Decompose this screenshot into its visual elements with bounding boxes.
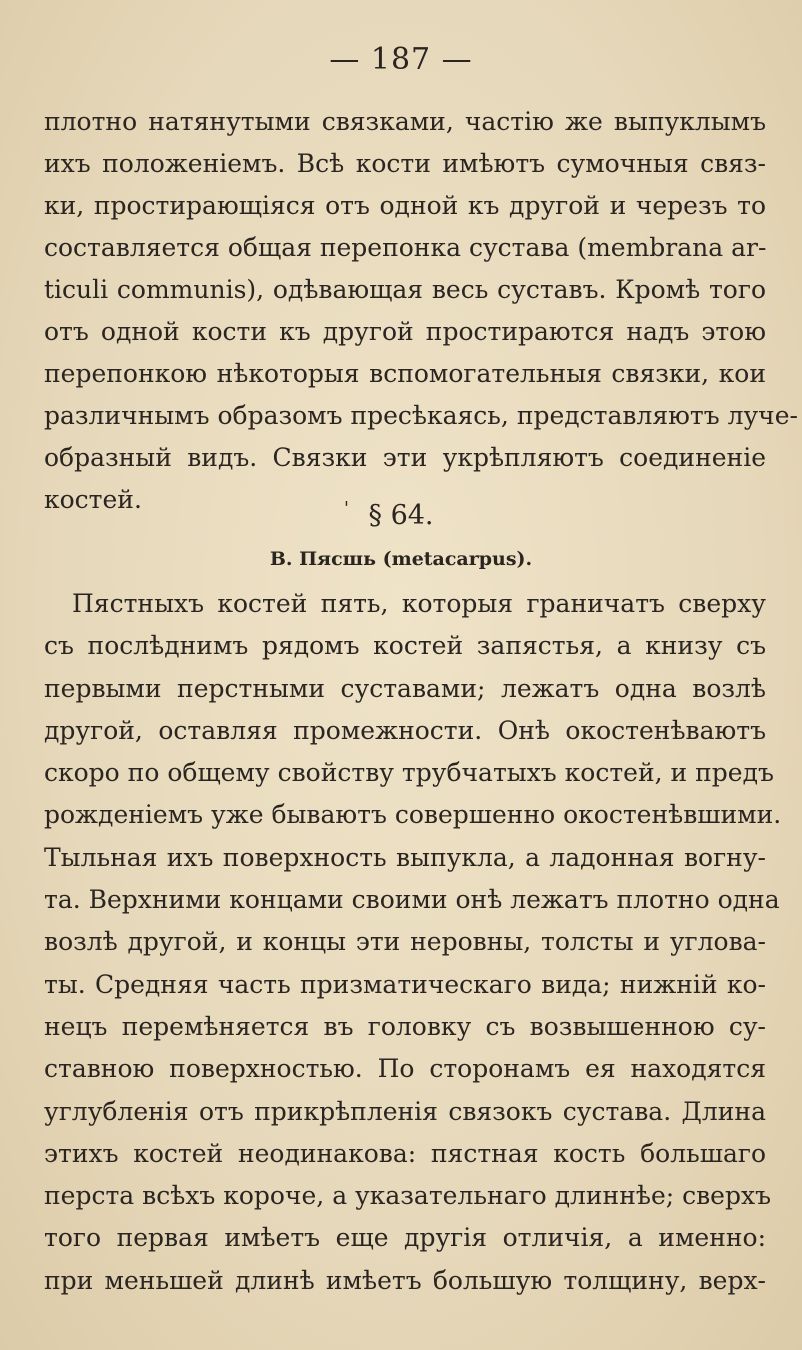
- text-line: перепонкою нѣкоторыя вспомогательныя связки, кои: [44, 359, 766, 388]
- text-line: костей.: [44, 485, 142, 514]
- text-line: этихъ костей неодинакова: пястная кость большаго: [44, 1138, 766, 1168]
- section-mark: ': [344, 498, 349, 519]
- text-line: другой, оставляя промежности. Онѣ окостенѣваютъ: [44, 715, 766, 745]
- text-line: отъ одной кости къ другой простираются надъ этою: [44, 317, 766, 346]
- paragraph-1: [44, 101, 798, 521]
- text-line: перста всѣхъ короче, а указательнаго длиннѣе; сверхъ: [44, 1181, 771, 1211]
- text-line: рожденіемъ уже бываютъ совершенно окостенѣвшими.: [44, 800, 782, 830]
- paragraph-2: [44, 583, 782, 1302]
- text-line: нецъ перемѣняется въ головку съ возвышенною су-: [44, 1011, 766, 1041]
- page-number: — 187 —: [329, 42, 473, 77]
- text-line: различнымъ образомъ пресѣкаясь, представляютъ луче-: [44, 401, 798, 430]
- text-line: ты. Средняя часть призматическаго вида; нижній ко-: [44, 969, 766, 999]
- text-line: ки, простирающіяся отъ одной къ другой и черезъ то: [44, 191, 766, 220]
- text-line: та. Верхними концами своими онѣ лежатъ плотно одна: [44, 885, 780, 915]
- text-line: составляется общая перепонка сустава (membrana ar-: [44, 233, 767, 262]
- text-line: ставною поверхностью. По сторонамъ ея находятся: [44, 1054, 766, 1084]
- text-line: Тыльная ихъ поверхность выпукла, а ладонная вогну-: [44, 842, 766, 872]
- text-line: плотно натянутыми связками, частію же выпуклымъ: [44, 107, 766, 136]
- text-line: углубленія отъ прикрѣпленія связокъ сустава. Длина: [44, 1096, 766, 1126]
- text-line: того первая имѣетъ еще другія отличія, а именно:: [44, 1223, 766, 1253]
- text-line: Пястныхъ костей пять, которыя граничатъ сверху: [72, 589, 766, 618]
- text-line: при меньшей длинѣ имѣетъ большую толщину, верх-: [44, 1265, 766, 1295]
- text-line: съ послѣднимъ рядомъ костей запястья, а книзу съ: [44, 631, 766, 661]
- text-line: ихъ положеніемъ. Всѣ кости имѣютъ сумочныя связ-: [44, 149, 766, 178]
- text-line: образный видъ. Связки эти укрѣпляютъ соединеніе: [44, 443, 766, 472]
- text-line: возлѣ другой, и концы эти неровны, толсты и углова-: [44, 927, 766, 957]
- section-number: § 64.: [368, 500, 434, 531]
- text-line: первыми перстными суставами; лежатъ одна возлѣ: [44, 673, 766, 703]
- section-title: B. Пясшь (metacarpus).: [269, 548, 533, 570]
- text-line: скоро по общему свойству трубчатыхъ костей, и предъ: [44, 758, 774, 788]
- text-line: ticuli communis), одѣвающая весь суставъ. Кромѣ того: [44, 275, 766, 304]
